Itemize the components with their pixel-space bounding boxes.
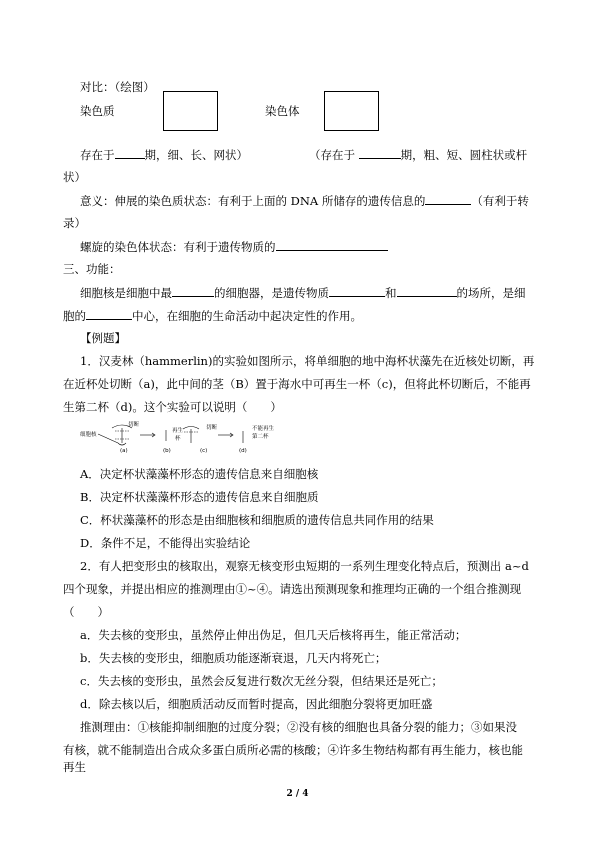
exist-left-post: 期，细、长、网状）	[144, 148, 248, 162]
exist-left-pre: 存在于	[80, 148, 115, 162]
fig-label-regrow: 再生	[172, 428, 184, 434]
q2-option-d: d．除去核以后，细胞质活动反而暂时提高，因此细胞分裂将更加旺盛	[80, 697, 433, 711]
blank-meaning-2	[276, 239, 388, 251]
function-text-b: 的细胞器，是遗传物质	[214, 286, 329, 300]
q2-line2: 四个现象，并提出相应的推测理由①~④。请选出预测现象和推理均正确的一个组合推测现	[63, 582, 522, 596]
q2-reason-line3: 再生	[63, 760, 86, 774]
q1-option-b: B．决定杯状藻藻杯形态的遗传信息来自细胞质	[80, 490, 319, 504]
exist-right-pre: （存在于	[309, 148, 359, 162]
fig-label-cut2: 切断	[206, 425, 218, 431]
fig-label-cup: 杯	[175, 436, 181, 442]
q2-line1: 2．有人把变形虫的核取出，观察无核变形虫短期的一系列生理变化特点后，预测出 a~d	[80, 559, 529, 573]
meaning-line1-text: 意义：伸展的染色质状态：有利于上面的 DNA 所储存的遗传信息的	[80, 194, 426, 208]
q2-reason-line2: 有核，就不能制造出合成众多蛋白质所必需的核酸；④许多生物结构都有再生能力，核也能	[63, 743, 523, 757]
blank-meaning-1	[425, 193, 471, 205]
fig-label-cut: 切断	[128, 422, 140, 428]
fig-label-a: (a)	[120, 448, 128, 454]
exist-right-line	[309, 147, 527, 162]
meaning-line2: 录）	[63, 216, 86, 230]
function-heading: 三、功能：	[63, 262, 121, 276]
chromosome-drawing-box	[324, 91, 379, 131]
meaning-line1	[80, 193, 529, 208]
chromatin-drawing-box	[163, 91, 218, 131]
function-line1	[80, 285, 526, 300]
fig-c-cup	[183, 427, 199, 430]
function-text-d: 的场所，是细	[456, 286, 526, 300]
meaning-line3-text: 螺旋的染色体状态：有利于遗传物质的	[80, 240, 276, 254]
exist-line	[80, 147, 248, 162]
blank-function-3	[397, 285, 457, 297]
fig-label-b: (b)	[163, 448, 171, 454]
exist-right-post: 期，粗、短、圆柱状或杆	[400, 148, 528, 162]
q2-option-a: a．失去核的变形虫，虽然停止伸出伪足，但几天后核将再生，能正常活动；	[80, 628, 467, 642]
function-text-c: 和	[385, 286, 397, 300]
fig-label-second-cup: 第二杯	[252, 434, 269, 440]
blank-phase-chromosome	[359, 147, 401, 159]
q1-line3: 生第二杯（d)。这个实验可以说明（ ）	[63, 400, 282, 414]
fig-label-nucleus: 细胞核	[80, 432, 97, 438]
q1-option-a: A．决定杯状藻藻杯形态的遗传信息来自细胞核	[80, 467, 319, 481]
fig-a-rhizoid	[118, 443, 126, 445]
blank-function-1	[172, 285, 214, 297]
meaning-line3	[80, 239, 388, 254]
hammerling-experiment-figure	[80, 419, 295, 455]
chromosome-label: 染色体	[265, 104, 300, 118]
function-text-a: 细胞核是细胞中最	[80, 286, 172, 300]
blank-function-2	[329, 285, 385, 297]
q2-line3: （ ）	[63, 605, 109, 619]
meaning-line1-post: （有利于转	[471, 194, 529, 208]
fig-a-pointer	[98, 434, 118, 443]
chromatin-label: 染色质	[80, 104, 115, 118]
compare-label: 对比：（绘图）	[80, 80, 155, 94]
q2-reason-line1: 推测理由：①核能抑制细胞的过度分裂；②没有核的细胞也具备分裂的能力；③如果没	[80, 720, 517, 734]
page-number: 2 / 4	[286, 789, 309, 799]
q1-option-c: C．杯状藻藻杯的形态是由细胞核和细胞质的遗传信息共同作用的结果	[80, 513, 434, 527]
exist-wrap: 状）	[63, 170, 86, 184]
fig-label-d: (d)	[239, 448, 247, 454]
example-heading: 【例题】	[80, 331, 126, 345]
function-text-e: 胞的	[63, 309, 86, 323]
fig-label-c: (c)	[200, 448, 208, 454]
q1-line1: 1．汉麦林（hammerlin)的实验如图所示，将单细胞的地中海杯状藻先在近核处切断，再	[80, 354, 535, 368]
fig-label-no-regrow: 不能再生	[252, 426, 275, 432]
blank-phase-chromatin	[115, 147, 145, 159]
blank-function-4	[86, 308, 132, 320]
function-line2	[63, 308, 362, 323]
q2-option-b: b．失去核的变形虫，细胞质功能逐渐衰退，几天内将死亡；	[80, 651, 387, 665]
function-text-f: 中心，在细胞的生命活动中起决定性的作用。	[132, 309, 362, 323]
q1-line2: 在近杯处切断（a)，此中间的茎（B）置于海水中可再生一杯（c)，但将此杯切断后，不能再	[63, 377, 531, 391]
q1-option-d: D．条件不足，不能得出实验结论	[80, 536, 251, 550]
q2-option-c: c．失去核的变形虫，虽然会反复进行数次无丝分裂，但结果还是死亡；	[80, 674, 443, 688]
